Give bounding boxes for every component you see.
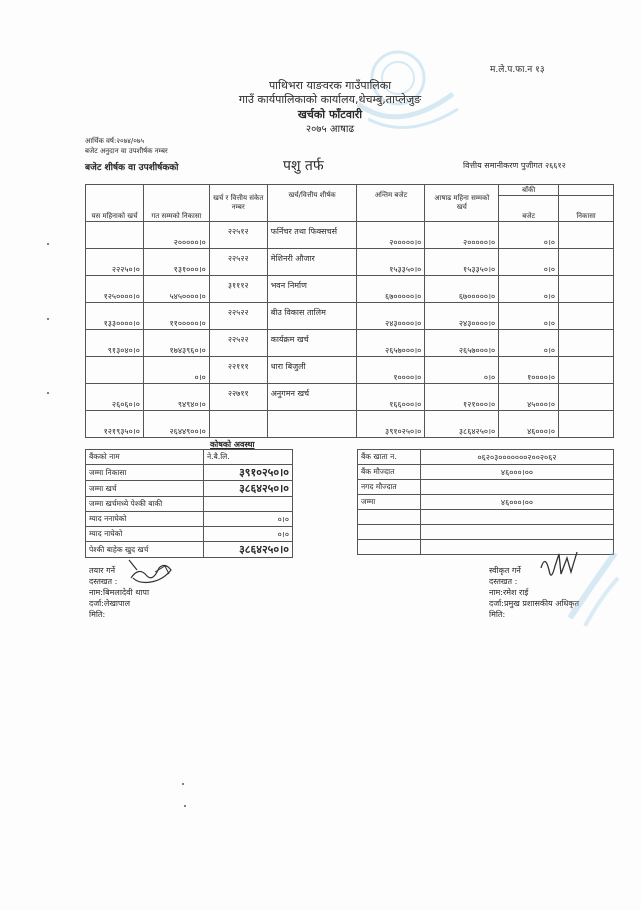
cash-status-title: कोषको अवस्था [210,440,255,449]
cash-status-label: बैंकको नाम [86,450,204,465]
bank-status-row [358,495,614,510]
bank-status-value: ४६०००।०० [421,495,614,510]
cell-balance-release [559,411,614,438]
cell-balance-budget: ०।० [499,249,559,276]
cell-heading: भवन निर्माण [267,276,357,303]
prepared-by-date: मिति: [89,610,106,619]
form-number: म.ले.प.फा.न १३ [490,65,545,75]
cell-heading: कार्यक्रम खर्च [267,330,357,357]
header-code: खर्च र वित्तीय संकेत नम्बर [209,185,267,222]
cell-heading: फर्निचर तथा फिक्सचर्स [267,222,357,249]
bank-status-label: बैंक खाता न. [358,450,421,465]
cell-code: २२५२२ [209,330,267,357]
cash-status-label: पेश्की बाहेक खुद खर्च [86,542,204,558]
cell-balance-budget: ४६०००।० [499,411,559,438]
cash-status-value: ३९१०२५०।० [204,465,293,481]
cell-balance-budget: ४५०००।० [499,384,559,411]
cash-status-row [86,465,293,481]
bank-status-label [358,510,421,525]
cell-till-month-expense: २६५७०००।० [425,330,499,357]
cash-status-value: ०।० [204,512,293,527]
cash-status-label: म्याद नाघेको [86,527,204,542]
approved-by-date: मिति: [489,610,506,619]
cell-till-month-expense: २०००००।० [425,222,499,249]
cell-till-date-release: २०००००।० [143,222,209,249]
header-this-month-expense: यस महिनाको खर्च [86,185,144,222]
cell-till-date-release: १३१०००।० [143,249,209,276]
cell-final-budget: ३९१०२५०।० [357,411,425,438]
bank-status-label: बैंक मौज्दात [358,465,421,480]
bank-status-row [358,465,614,480]
header-final-budget: अन्तिम बजेट [357,185,425,222]
bank-status-value [421,510,614,525]
cell-code: २२१११ [209,357,267,384]
cell-till-month-expense: ०।० [425,357,499,384]
office-name: गाउँ कार्यपालिकाको कार्यालय,थेचम्बु,ताप्लेजुङ [238,93,422,106]
total-row [86,411,614,438]
cell-till-month-expense: १५३३५०।० [425,249,499,276]
cash-status-value [204,497,293,512]
document-title: खर्चको फाँटवारी [297,108,363,121]
cell-till-date-release: ०।० [143,357,209,384]
approved-by-post: दर्जा:प्रमुख प्रशासकीय अधिकृत [489,599,580,608]
cell-final-budget: २४३००००।० [357,303,425,330]
bank-status-label [358,540,421,555]
bank-status-value: ०६२०३०००००००२००२०६२ [421,450,614,465]
prepared-by-name: नाम:बिमलादेवी थापा [89,588,150,597]
header-till-date-release: गत सम्मको निकासा [143,185,209,222]
cash-status-row [86,481,293,497]
cell-this-month-expense: १२५००००।० [86,276,144,303]
cell-heading: अनुगमन खर्च [267,384,357,411]
cell-till-month-expense: ३८६४२५०।० [425,411,499,438]
header-heading: खर्च/वित्तीय शीर्षक [267,185,357,222]
header-till-month-expense: आषाढ महिना सम्मको खर्च [425,185,499,222]
prepared-by-signature-label: दस्तखत : [89,577,118,586]
cell-balance-release [559,276,614,303]
approved-by-signature-label: दस्तखत : [489,577,518,586]
table-row [86,249,614,276]
cell-till-month-expense: २४३००००।० [425,303,499,330]
cell-this-month-expense: ९१३०४०।० [86,330,144,357]
cell-heading: बीउ विकास तालिम [267,303,357,330]
cell-code [209,411,267,438]
grant-number-label: बजेट अनुदान वा उपशीर्षक नम्बर [85,147,168,155]
cell-till-month-expense: १२१०००।० [425,384,499,411]
cash-status-row [86,512,293,527]
cash-status-value: ने.बै.लि. [204,450,293,465]
cell-final-budget: २६५७०००।० [357,330,425,357]
approved-by-name: नाम:रमेश राई [489,588,529,597]
cell-this-month-expense [86,357,144,384]
cell-code: २२५२२ [209,249,267,276]
cell-final-budget: १५३३५०।० [357,249,425,276]
cell-till-date-release: ११०००००।० [143,303,209,330]
cell-balance-budget: ०।० [499,222,559,249]
cell-till-date-release: ५४५००००।० [143,276,209,303]
cell-balance-release [559,222,614,249]
header-balance-budget: बजेट [499,196,559,222]
cell-final-budget: १००००।० [357,357,425,384]
expense-table [85,184,614,438]
cell-balance-budget: ०।० [499,303,559,330]
cell-till-month-expense: ६७०००००।० [425,276,499,303]
cash-status-row [86,450,293,465]
scan-speck [47,318,49,320]
cash-status-value: ३८६४२५०।० [204,542,293,558]
cell-code: २२५१२ [209,222,267,249]
bank-status-value [421,525,614,540]
cash-status-label: जम्मा खर्चमध्ये पेश्की बाकी [86,497,204,512]
approved-seal-stamp [560,548,620,628]
approved-by-action: स्वीकृत गर्ने [489,566,521,575]
cell-heading: धारा बिजुली [267,357,357,384]
bank-status-row [358,510,614,525]
cell-till-date-release: १७४३९६०।० [143,330,209,357]
bank-status-value: ४६०००।०० [421,465,614,480]
fiscal-source: वित्तीय समानीकरण पुजीगत २६६१२ [463,161,566,170]
municipality-name: पाथिभरा याङवरक गाउँपालिका [268,79,392,92]
cell-this-month-expense [86,222,144,249]
cell-balance-budget: १००००।० [499,357,559,384]
prepared-by-post: दर्जा:लेखापाल [89,599,131,608]
bank-status-label [358,525,421,540]
cell-this-month-expense: १३३००००।० [86,303,144,330]
table-row [86,330,614,357]
cash-status-label: जम्मा खर्च [86,481,204,497]
header-balance-group: बाँकी [499,185,559,196]
budget-head-label: बजेट शीर्षक वा उपशीर्षकको [85,163,179,173]
scan-speck [184,805,186,807]
cell-balance-budget: ०।० [499,330,559,357]
cash-status-table [85,449,293,558]
cell-heading [267,411,357,438]
scan-speck [47,392,49,394]
cell-code: २२५२२ [209,303,267,330]
cell-code: ३१११२ [209,276,267,303]
table-row [86,222,614,249]
fiscal-year: आर्थिक वर्ष:२०७४/०७५ [85,137,145,145]
cell-balance-release [559,384,614,411]
cash-status-row [86,497,293,512]
bank-status-row [358,450,614,465]
report-period: २०७५ आषाढ [305,124,355,135]
bank-status-label: जम्मा [358,495,421,510]
cell-balance-budget: ०।० [499,276,559,303]
cash-status-value: ०।० [204,527,293,542]
header-balance-release: निकासा [559,196,614,222]
cell-final-budget: ६७०००००।० [357,276,425,303]
cash-status-label: म्याद ननाघेको [86,512,204,527]
header-blank [559,185,614,196]
cell-this-month-expense: २६०६०।० [86,384,144,411]
cell-till-date-release: २६४४९००।० [143,411,209,438]
table-row [86,303,614,330]
cell-final-budget: २०००००।० [357,222,425,249]
cash-status-row [86,542,293,558]
cell-till-date-release: ९४९४०।० [143,384,209,411]
cash-status-row [86,527,293,542]
cell-this-month-expense: १२१९३५०।० [86,411,144,438]
cell-balance-release [559,249,614,276]
cell-balance-release [559,357,614,384]
prepared-by-action: तयार गर्ने [89,566,116,575]
table-row [86,357,614,384]
bank-status-row [358,480,614,495]
cell-final-budget: १६६०००।० [357,384,425,411]
prepared-by-signature [125,558,175,588]
cash-status-value: ३८६४२५०।० [204,481,293,497]
table-row [86,384,614,411]
cell-heading: मेशिनरी औजार [267,249,357,276]
cash-status-label: जम्मा निकासा [86,465,204,481]
cell-code: २२७११ [209,384,267,411]
bank-status-row [358,525,614,540]
scan-speck [182,783,184,785]
cell-balance-release [559,330,614,357]
bank-status-label: नगद मौज्दात [358,480,421,495]
scan-speck [47,243,49,245]
cell-balance-release [559,303,614,330]
department-name: पशु तर्फ [283,158,324,174]
cell-this-month-expense: २२२५०।० [86,249,144,276]
bank-status-table [357,449,614,555]
bank-status-value [421,480,614,495]
table-row [86,276,614,303]
